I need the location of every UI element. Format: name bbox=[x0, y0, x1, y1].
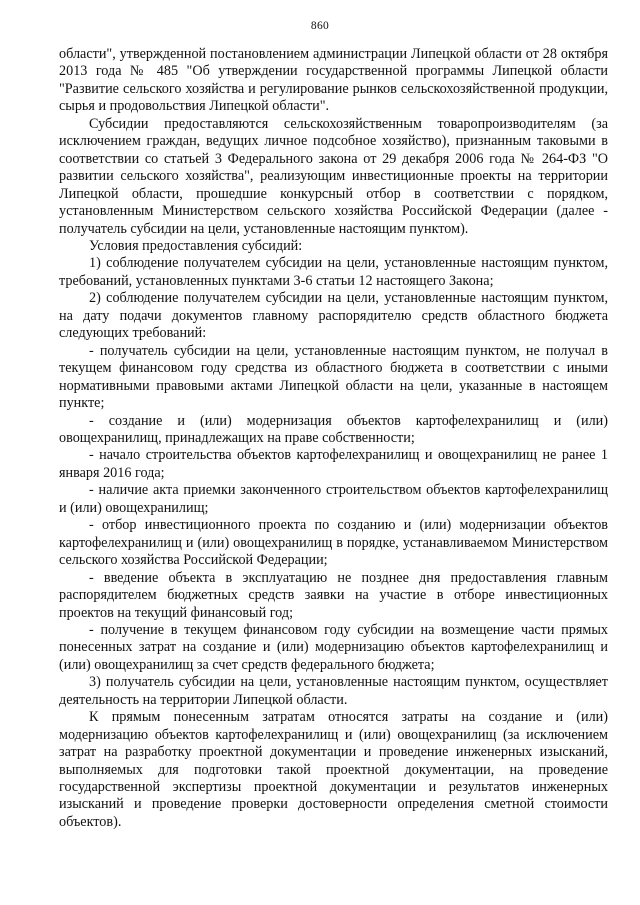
page-number: 860 bbox=[310, 20, 330, 32]
paragraph: Субсидии предоставляются сельскохозяйственным товаропроизводителям (за исключением граждан, ведущих личное подсобное хозяйство), признанным таковыми в соответствии со статьей 3 Федерального закона от 29 декабря 2006 года № 264-ФЗ "О развитии сельского хозяйства", реализующим инвестиционные проекты на территории Липецкой области, прошедшие конкурсный отбор в соответствии с порядком, установленным Министерством сельского хозяйства Российской Федерации (далее - получатель субсидии на цели, установленные настоящим пунктом). bbox=[59, 115, 608, 237]
paragraph: - получатель субсидии на цели, установленные настоящим пунктом, не получал в текущем финансовом году средства из областного бюджета в соответствии с иными нормативными правовыми актами Липецкой области на цели, указанные в настоящем пункте; bbox=[59, 342, 608, 412]
paragraph: Условия предоставления субсидий: bbox=[89, 237, 303, 254]
paragraph: 3) получатель субсидии на цели, установленные настоящим пунктом, осуществляет деятельность на территории Липецкой области. bbox=[59, 674, 608, 708]
paragraph: - начало строительства объектов картофелехранилищ и овощехранилищ не ранее 1 января 2016 года; bbox=[59, 447, 608, 481]
paragraph: - введение объекта в эксплуатацию не позднее дня предоставления главным распорядителем бюджетных средств заявки на участие в отборе инвестиционных проектов на текущий финансовый год; bbox=[59, 569, 608, 621]
paragraph: К прямым понесенным затратам относятся затраты на создание и (или) модернизацию объектов картофелехранилищ и (или) овощехранилищ (за исключением затрат на разработку проектной документации и проведение инженерных изысканий, выполняемых для подготовки такой проектной документации, на проведение государственной экспертизы проектной документации и результатов инженерных изысканий и проведение проверки достоверности определения сметной стоимости объектов). bbox=[59, 709, 608, 830]
paragraph: 2) соблюдение получателем субсидии на цели, установленные настоящим пунктом, на дату подачи документов главному распорядителю средств областного бюджета следующих требований: bbox=[59, 290, 608, 342]
paragraph: 1) соблюдение получателем субсидии на цели, установленные настоящим пунктом, требований, установленных пунктами 3-6 статьи 12 настоящего Закона; bbox=[59, 255, 608, 289]
paragraph: - наличие акта приемки законченного строительством объектов картофелехранилищ и (или) овощехранилищ; bbox=[59, 482, 608, 516]
paragraph: - отбор инвестиционного проекта по созданию и (или) модернизации объектов картофелехранилищ и (или) овощехранилищ в порядке, устанавливаемом Министерством сельского хозяйства Российской Федерации; bbox=[59, 517, 608, 569]
paragraph: - получение в текущем финансовом году субсидии на возмещение части прямых понесенных затрат на создание и (или) модернизацию объектов картофелехранилищ и (или) овощехранилищ за счет средств федерального бюджета; bbox=[59, 621, 608, 673]
paragraph: - создание и (или) модернизация объектов картофелехранилищ и (или) овощехранилищ, принадлежащих на праве собственности; bbox=[59, 412, 608, 446]
document-body bbox=[59, 46, 608, 831]
paragraph: области", утвержденной постановлением администрации Липецкой области от 28 октября 2013 года № 485 "Об утверждении государственной программы Липецкой области "Развитие сельского хозяйства и регулирование рынков сельскохозяйственной продукции, сырья и продовольствия Липецкой области". bbox=[59, 46, 608, 115]
